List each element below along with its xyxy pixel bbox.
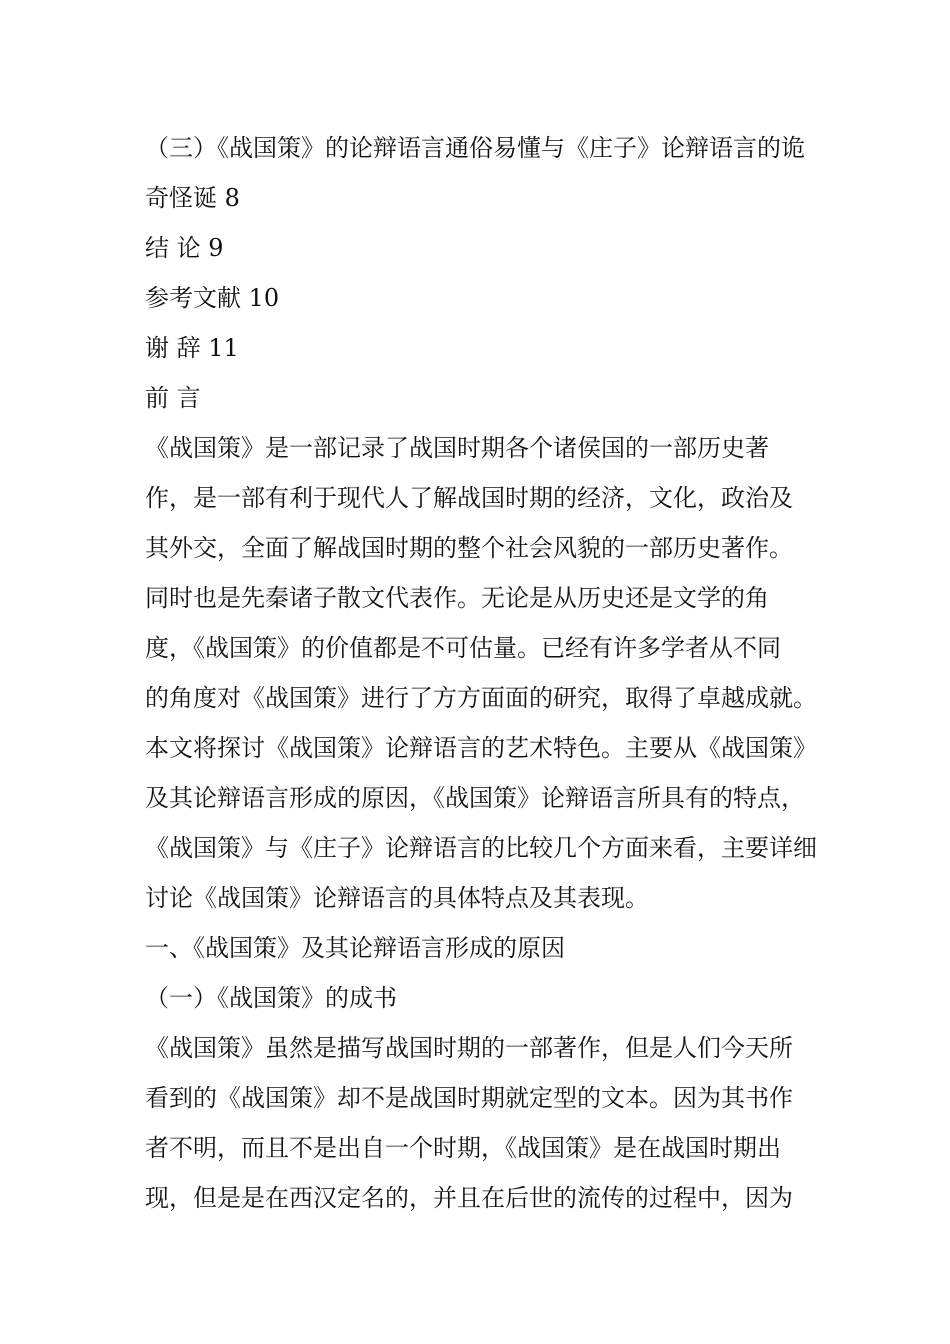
preface-line: 本文将探讨《战国策》论辩语言的艺术特色。主要从《战国策》 — [145, 734, 817, 762]
section-1-subheading: （一）《战国策》的成书 — [145, 984, 397, 1012]
section-1-heading: 一、《战国策》及其论辩语言形成的原因 — [145, 934, 565, 962]
section-1-line: 者不明，而且不是出自一个时期，《战国策》是在战国时期出 — [145, 1134, 781, 1162]
section-1-line: 《战国策》虽然是描写战国时期的一部著作，但是人们今天所 — [145, 1034, 793, 1062]
section-1-line: 看到的《战国策》却不是战国时期就定型的文本。因为其书作 — [145, 1084, 793, 1112]
preface-line: 作，是一部有利于现代人了解战国时期的经济，文化，政治及 — [145, 484, 793, 512]
preface-line: 的角度对《战国策》进行了方方面面的研究，取得了卓越成就。 — [145, 684, 817, 712]
preface-line: 其外交，全面了解战国时期的整个社会风貌的一部历史著作。 — [145, 534, 793, 562]
preface-line: 《战国策》是一部记录了战国时期各个诸侯国的一部历史著 — [145, 434, 769, 462]
preface-heading: 前 言 — [145, 384, 201, 412]
section-1-line: 现，但是是在西汉定名的，并且在后世的流传的过程中，因为 — [145, 1184, 793, 1212]
toc-references: 参考文献 10 — [145, 284, 280, 312]
preface-line: 同时也是先秦诸子散文代表作。无论是从历史还是文学的角 — [145, 584, 769, 612]
toc-item-3-line-1: （三）《战国策》的论辩语言通俗易懂与《庄子》论辩语言的诡 — [145, 134, 805, 162]
preface-line: 讨论《战国策》论辩语言的具体特点及其表现。 — [145, 884, 649, 912]
toc-item-3-line-2: 奇怪诞 8 — [145, 184, 240, 212]
toc-acknowledgements: 谢 辞 11 — [145, 334, 239, 362]
toc-conclusion: 结 论 9 — [145, 234, 224, 262]
preface-line: 及其论辩语言形成的原因，《战国策》论辩语言所具有的特点， — [145, 784, 805, 812]
preface-line: 《战国策》与《庄子》论辩语言的比较几个方面来看，主要详细 — [145, 834, 817, 862]
preface-line: 度，《战国策》的价值都是不可估量。已经有许多学者从不同 — [145, 634, 781, 662]
